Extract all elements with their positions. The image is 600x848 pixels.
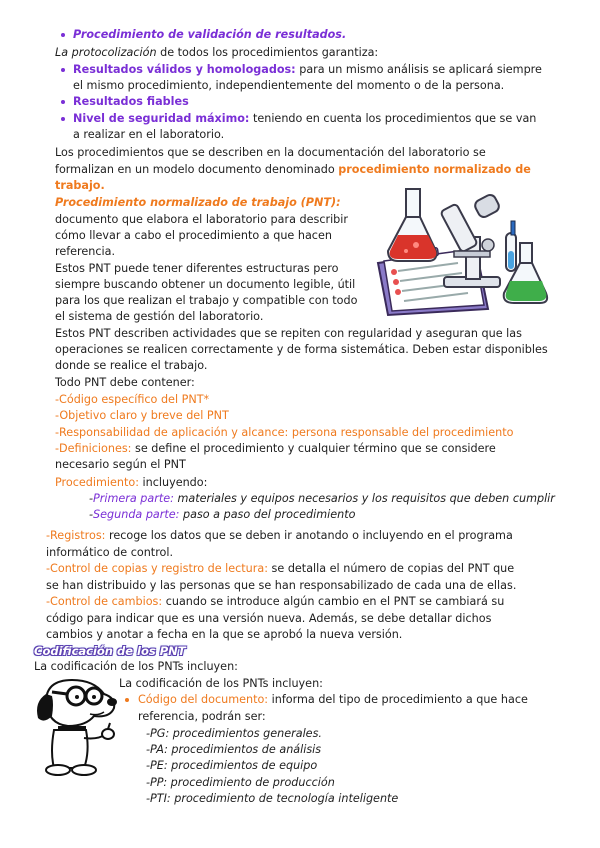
part-dash: - — [89, 508, 94, 521]
contents-item-code: -Código específico del PNT* — [55, 393, 210, 406]
protocol-rest: de todos los procedimientos garantiza: — [156, 46, 379, 59]
coding-intro: La codificación de los PNTs incluyen: — [34, 660, 238, 673]
records-text: recoge los datos que se deben ir anotando o incluyendo en el programa — [105, 529, 513, 542]
benefit-item-valid — [73, 62, 542, 78]
protocol-emphasis: La protocolización — [55, 46, 157, 59]
definitions-label: -Definiciones: — [55, 442, 132, 455]
part-text: paso a paso del procedimiento — [179, 508, 356, 521]
contents-heading: Todo PNT debe contener: — [55, 376, 195, 389]
records-label: -Registros: — [46, 529, 106, 542]
procedure-part-first — [89, 491, 555, 507]
pnt-definition-line: Estos PNT puede tener diferentes estructuras pero — [55, 262, 339, 275]
pnt-definition-line: el sistema de gestión del laboratorio. — [55, 310, 264, 323]
copies-text: se detalla el número de copias del PNT que — [268, 562, 515, 575]
red-flask-icon — [388, 189, 436, 261]
procedure-type-item: -PP: procedimiento de producción — [146, 776, 335, 789]
procedure-type-item: -PG: procedimientos generales. — [146, 727, 322, 740]
contents-item-objective: -Objetivo claro y breve del PNT — [55, 409, 229, 422]
procedure-type-item: -PTI: procedimiento de tecnología inteligente — [146, 792, 399, 805]
pnt-definition-line: cómo llevar a cabo el procedimiento a que hacen — [55, 229, 332, 242]
contents-item-definitions — [55, 441, 496, 457]
benefit-item-reliable: Resultados fiables — [73, 95, 189, 108]
records-text-line2: informático de control. — [46, 546, 174, 559]
contents-item-procedure — [55, 475, 207, 491]
copies-text-line2: se han distribuido y las personas que se han responsabilizado de cada una de ellas. — [46, 579, 517, 592]
pnt-definition-line: referencia. — [55, 245, 116, 258]
definitions-text-line2: necesario según el PNT — [55, 458, 186, 471]
validation-procedure-item: Procedimiento de validación de resultados. — [73, 28, 347, 41]
pnt-term-highlight: procedimiento normalizado de — [338, 163, 531, 176]
bullet-marker — [125, 698, 129, 702]
part-label: Segunda parte: — [93, 508, 180, 521]
document-code-label: Código del documento: — [138, 693, 269, 706]
benefit-item-security — [73, 111, 536, 127]
changes-text: cuando se introduce algún cambio en el PNT se cambiará su — [162, 595, 505, 608]
benefit-heading: Resultados válidos y homologados: — [73, 63, 296, 76]
coding-intro-repeat: La codificación de los PNTs incluyen: — [119, 677, 323, 690]
snoopy-illustration — [24, 672, 124, 778]
copies-control-item — [46, 561, 514, 577]
procedure-part-second — [89, 507, 355, 523]
contents-item-responsibility: -Responsabilidad de aplicación y alcance: persona responsable del procedimiento — [55, 426, 514, 439]
coding-section-title: Codificación de los PNT — [34, 644, 186, 658]
doc-paragraph-line1: Los procedimientos que se describen en la documentación del laboratorio se — [55, 146, 486, 159]
doc-paragraph-line2 — [55, 162, 531, 178]
bullet-marker — [61, 33, 65, 37]
benefit-text: para un mismo análisis se aplicará siempre — [295, 63, 542, 76]
copies-label: -Control de copias y registro de lectura: — [46, 562, 268, 575]
document-code-item — [138, 692, 528, 708]
changes-label: -Control de cambios: — [46, 595, 163, 608]
procedure-text: incluyendo: — [138, 476, 208, 489]
benefit-text-line2: a realizar en el laboratorio. — [73, 128, 225, 141]
benefit-text-line2: el mismo procedimiento, independientemente del momento o de la persona. — [73, 79, 505, 92]
pnt-definition-line: documento que elabora el laboratorio para describir — [55, 213, 348, 226]
test-tube-icon — [506, 221, 516, 271]
doc-paragraph-text: formalizan en un modelo documento denominado — [55, 163, 339, 176]
pnt-definition-line: siempre buscando obtener un documento legible, útil — [55, 278, 356, 291]
procedure-type-item: -PE: procedimientos de equipo — [146, 759, 318, 772]
pnt-description-line: donde se realice el trabajo. — [55, 359, 208, 372]
changes-text-line3: cambios y anotar a fecha en la que se aprobó la nueva versión. — [46, 628, 403, 641]
pnt-description-line: Estos PNT describen actividades que se repiten con regularidad y aseguran que las — [55, 327, 522, 340]
part-text: materiales y equipos necesarios y los requisitos que deben cumplir — [173, 492, 555, 505]
part-label: Primera parte: — [93, 492, 174, 505]
procedure-label: Procedimiento: — [55, 476, 139, 489]
document-code-text: informa del tipo de procedimiento a que hace — [268, 693, 528, 706]
definitions-text: se define el procedimiento y cualquier término que se considere — [131, 442, 496, 455]
procedure-type-item: -PA: procedimientos de análisis — [146, 743, 322, 756]
bullet-marker — [61, 117, 65, 121]
changes-control-item — [46, 594, 504, 610]
lab-illustration — [358, 185, 558, 317]
bullet-marker — [61, 100, 65, 104]
part-dash: - — [89, 492, 94, 505]
pnt-definition-line: para los que realizan el trabajo y compatible con todo — [55, 294, 358, 307]
records-item — [46, 528, 513, 544]
benefit-heading: Nivel de seguridad máximo: — [73, 112, 250, 125]
bullet-marker — [61, 68, 65, 72]
pnt-heading: Procedimiento normalizado de trabajo (PNT): — [55, 196, 341, 209]
benefit-text: teniendo en cuenta los procedimientos que se van — [249, 112, 537, 125]
pnt-term-highlight-line2: trabajo. — [55, 179, 105, 192]
changes-text-line2: código para indicar que es una versión nueva. Además, se debe detallar dichos — [46, 612, 492, 625]
protocol-sentence — [55, 45, 378, 61]
document-code-text-line2: referencia, podrán ser: — [138, 710, 266, 723]
pnt-description-line: operaciones se realicen correctamente y de forma sistemática. Deben estar disponibles — [55, 343, 548, 356]
